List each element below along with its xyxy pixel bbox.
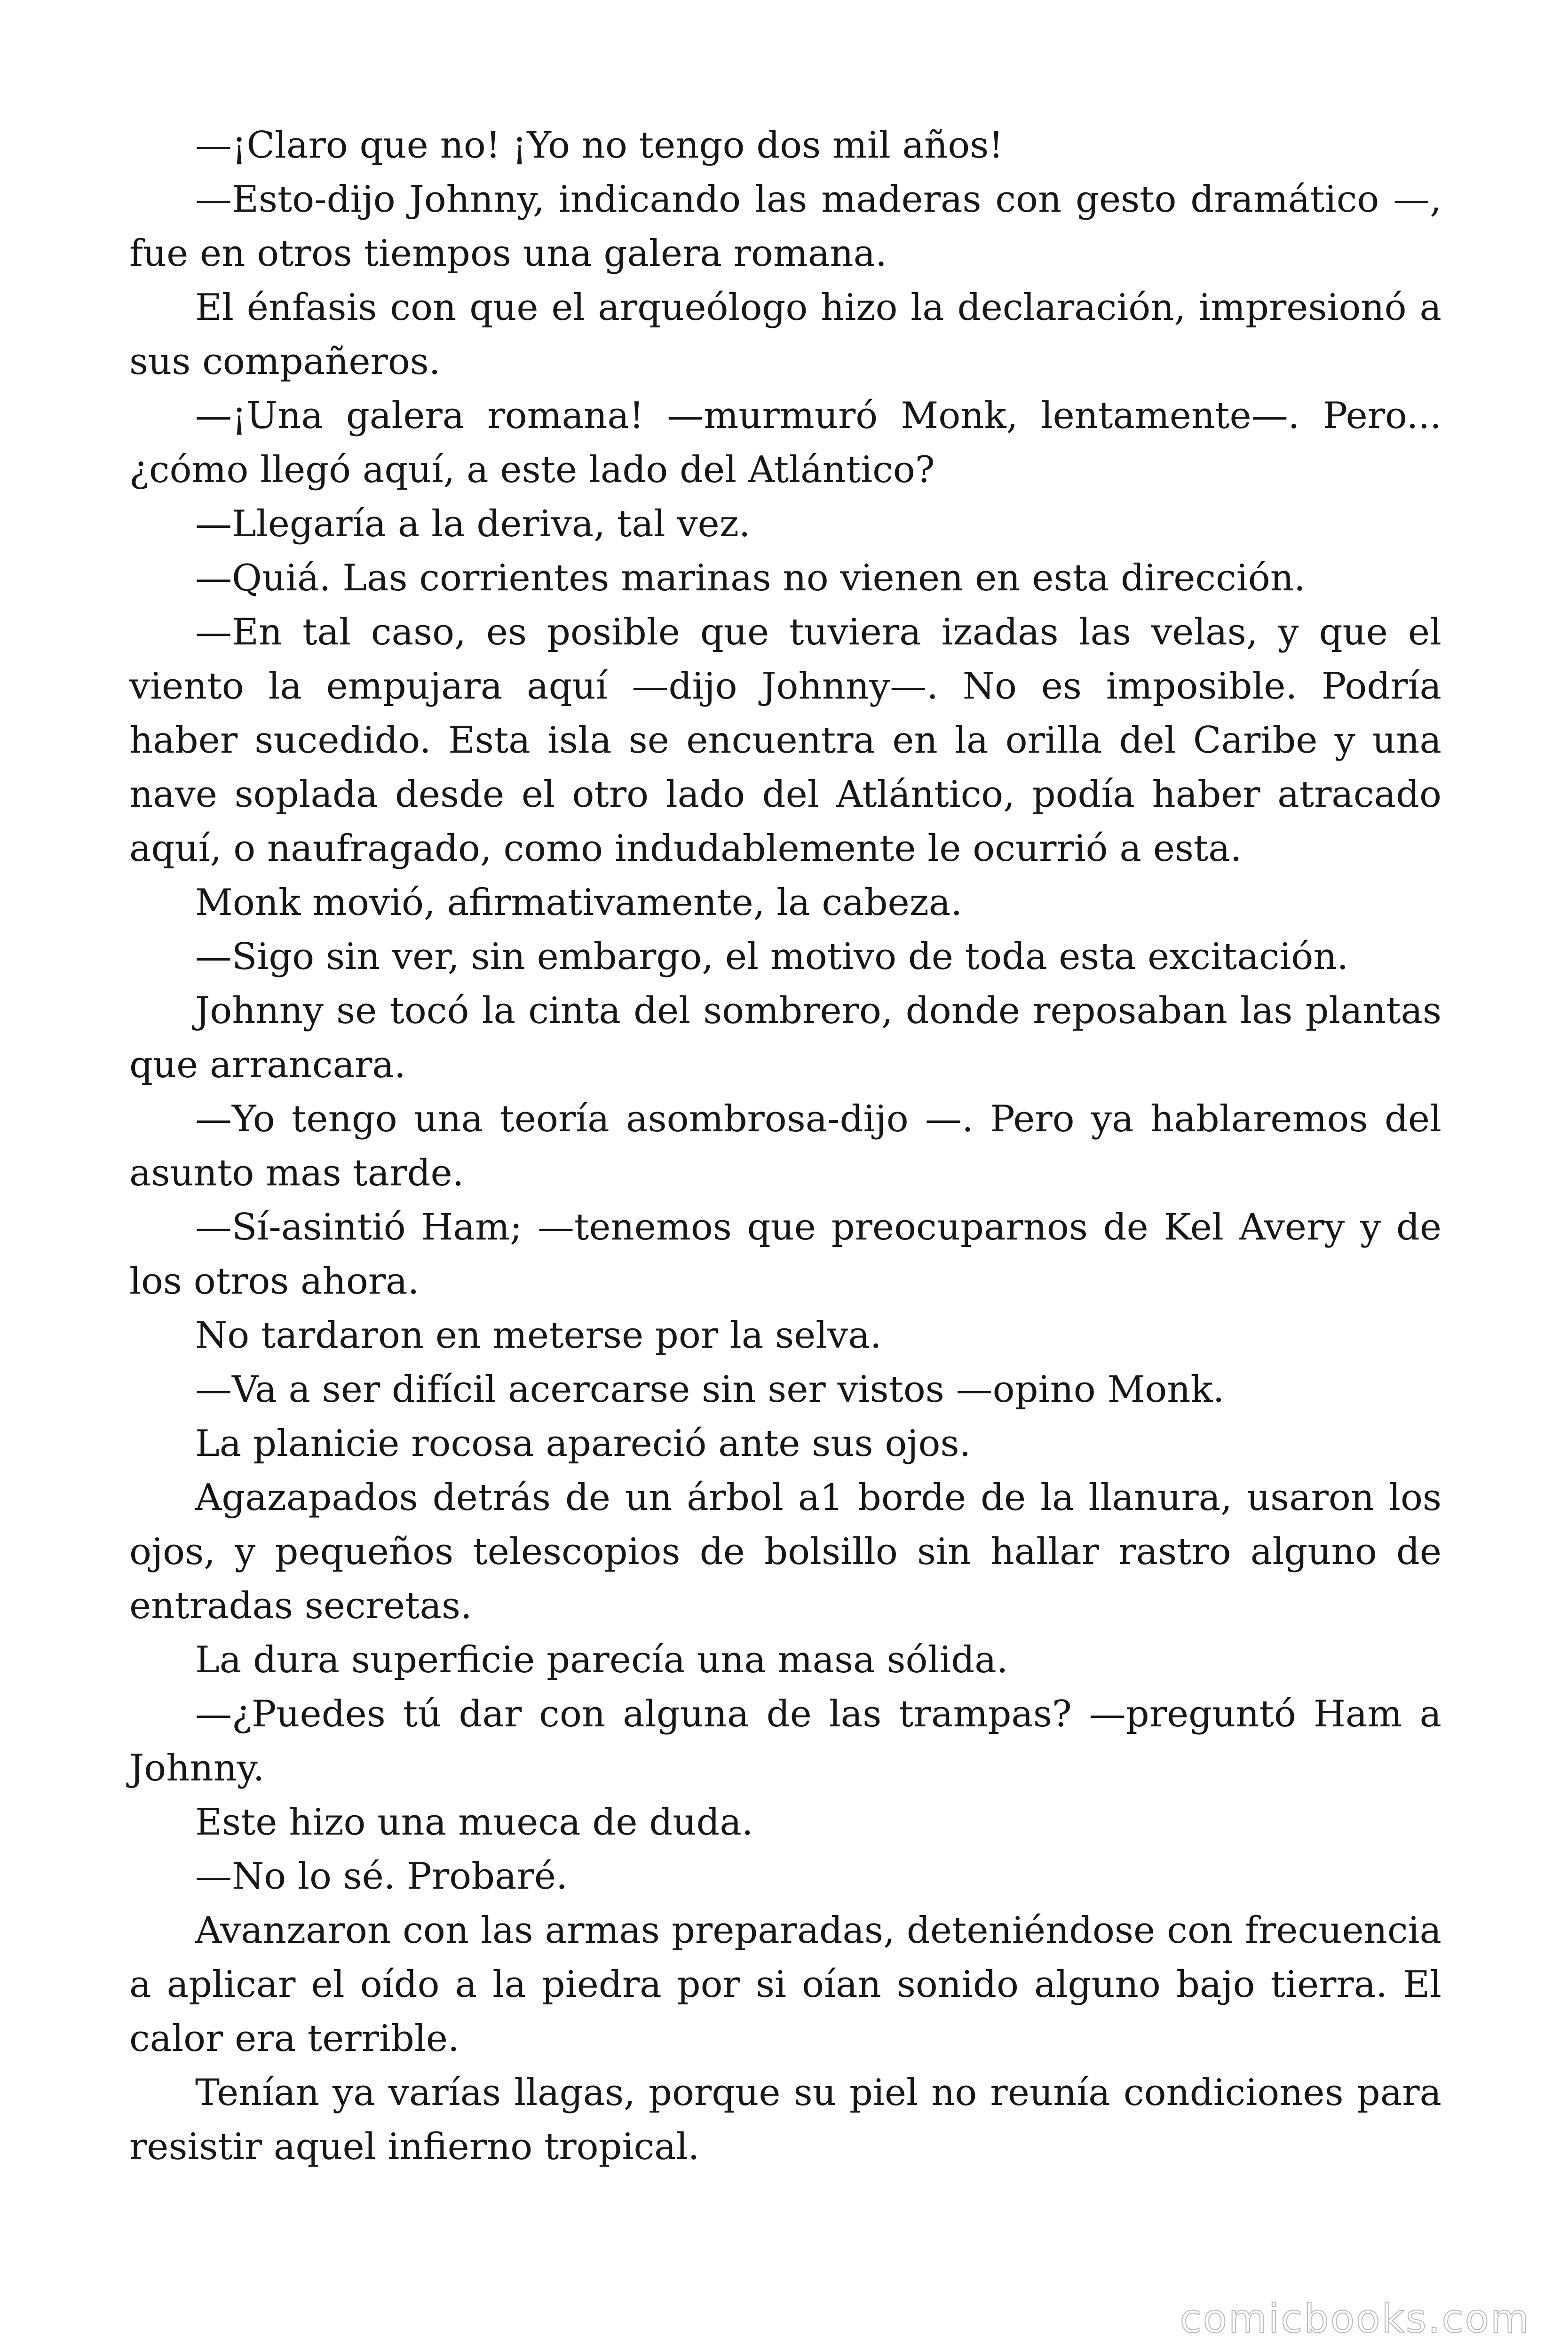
paragraph: El énfasis con que el arqueólogo hizo la declaración, impresionó a sus compañeros. xyxy=(129,286,1441,383)
paragraph: —¿Puedes tú dar con alguna de las trampas? —preguntó Ham a Johnny. xyxy=(129,1693,1441,1789)
paragraph: —¡Una galera romana! —murmuró Monk, lentamente—. Pero... ¿cómo llegó aquí, a este lado del Atlántico? xyxy=(129,395,1441,491)
paragraph: —No lo sé. Probaré. xyxy=(195,1855,568,1898)
paragraph: Johnny se tocó la cinta del sombrero, donde reposaban las plantas que arrancara. xyxy=(129,990,1441,1086)
watermark: comicbooks.com xyxy=(1180,2296,1530,2342)
paragraph: Agazapados detrás de un árbol a1 borde de la llanura, usaron los ojos, y pequeños telescopios de bolsillo sin hallar rastro alguno de entradas secretas. xyxy=(129,1477,1441,1627)
paragraph: —¡Claro que no! ¡Yo no tengo dos mil años! xyxy=(195,124,1004,167)
paragraph: La planicie rocosa apareció ante sus ojos. xyxy=(195,1422,971,1465)
paragraph: Monk movió, afirmativamente, la cabeza. xyxy=(195,882,963,924)
paragraph: —Sí-asintió Ham; —tenemos que preocuparnos de Kel Avery y de los otros ahora. xyxy=(129,1206,1441,1303)
paragraph: —Llegaría a la deriva, tal vez. xyxy=(195,503,751,545)
paragraph: Tenían ya varías llagas, porque su piel no reunía condiciones para resistir aquel infierno tropical. xyxy=(129,2072,1441,2168)
body-text xyxy=(129,119,1441,2174)
paragraph: Este hizo una mueca de duda. xyxy=(195,1801,753,1843)
paragraph: —En tal caso, es posible que tuviera izadas las velas, y que el viento la empujara aquí —dijo Johnny—. No es imposible. Podría haber sucedido. Esta isla se encuentra en la orilla del Caribe y una nave soplada desde el otro lado del Atlántico, podía haber atracado aquí, o naufragado, como indudablemente le ocurrió a esta. xyxy=(129,611,1441,870)
paragraph: La dura superficie parecía una masa sólida. xyxy=(195,1639,1008,1681)
paragraph: —Yo tengo una teoría asombrosa-dijo —. Pero ya hablaremos del asunto mas tarde. xyxy=(129,1098,1441,1194)
paragraph: No tardaron en meterse por la selva. xyxy=(195,1314,882,1357)
paragraph: —Sigo sin ver, sin embargo, el motivo de toda esta excitación. xyxy=(195,936,1349,978)
paragraph: —Esto-dijo Johnny, indicando las maderas con gesto dramático —, fue en otros tiempos una galera romana. xyxy=(129,178,1441,275)
paragraph: —Va a ser difícil acercarse sin ser vistos —opino Monk. xyxy=(195,1368,1225,1411)
paragraph: —Quiá. Las corrientes marinas no vienen en esta dirección. xyxy=(195,557,1306,599)
paragraph: Avanzaron con las armas preparadas, deteniéndose con frecuencia a aplicar el oído a la piedra por si oían sonido alguno bajo tierra. El calor era terrible. xyxy=(129,1909,1441,2060)
